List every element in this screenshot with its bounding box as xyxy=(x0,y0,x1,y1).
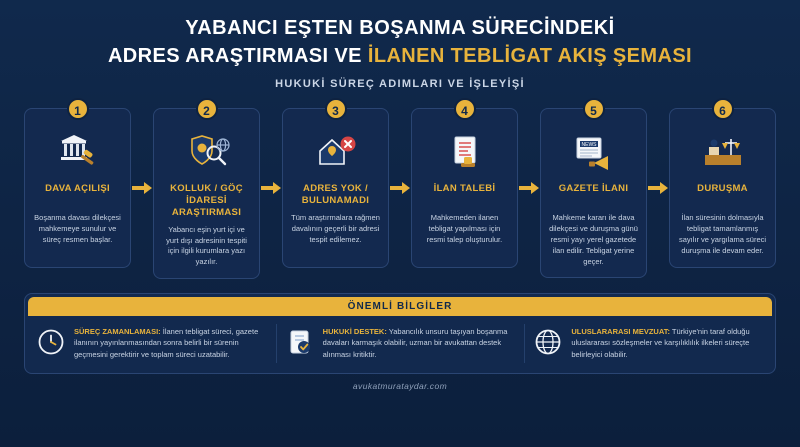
important-info-panel xyxy=(24,293,776,374)
info-item-text xyxy=(74,326,266,360)
step-title: ADRES YOK / BULUNAMADI xyxy=(301,183,370,206)
info-panel-header: ÖNEMLİ BİLGİLER xyxy=(28,297,772,316)
info-item-label: ULUSLARARASI MEVZUAT: xyxy=(571,327,670,337)
flow-arrow-4 xyxy=(518,108,540,268)
document-stamp-icon xyxy=(418,131,511,175)
step-description: Mahkeme kararı ile dava dilekçesi ve duruşma günü resmi yayı yerel gazetede ilan edilir. Tebligat yerine geçer. xyxy=(549,213,638,266)
step-description: Yabancı eşin yurt içi ve yurt dışı adresinin tespiti için ilgili kurumlara yazı yazılır. xyxy=(166,224,247,267)
info-panel-items xyxy=(25,316,775,363)
step-title: KOLLUK / GÖÇ İDARESİ ARAŞTIRMASI xyxy=(170,183,243,218)
police-search-icon xyxy=(160,131,253,175)
flow-arrow-3 xyxy=(389,108,411,268)
flow-arrow-2 xyxy=(260,108,282,268)
courthouse-icon xyxy=(31,131,124,175)
document-check-icon xyxy=(286,326,316,361)
title-gold-part: İLANEN TEBLİGAT AKIŞ ŞEMASI xyxy=(367,45,693,67)
step-title: DURUŞMA xyxy=(697,183,748,194)
globe-icon xyxy=(534,326,564,361)
page-title-line-1: YABANCI EŞTEN BOŞANMA SÜRECİNDEKİ xyxy=(185,17,615,39)
step-title: GAZETE İLANI xyxy=(558,183,629,194)
flow-step-kolluk-goc-idaresi[interactable] xyxy=(153,104,260,279)
step-title: İLAN TALEBİ xyxy=(433,183,496,194)
flow-arrow-1 xyxy=(131,108,153,268)
footer-credit[interactable]: avukatmurataydar.com xyxy=(352,381,448,392)
newspaper-megaphone-icon xyxy=(547,131,640,175)
flow-arrow-5 xyxy=(647,108,669,268)
step-title: DAVA AÇILIŞI xyxy=(45,183,110,194)
svg-text:NEWS: NEWS xyxy=(581,142,596,148)
step-number-badge: 1 xyxy=(67,98,89,120)
step-number-badge: 6 xyxy=(712,98,734,120)
header xyxy=(0,0,800,94)
info-item-international-law xyxy=(524,324,765,363)
info-item-label: SÜREÇ ZAMANLAMASI: xyxy=(74,327,161,337)
info-item-body: Türkiye'nin taraf olduğu uluslararası sözleşmeler ve karşılıklılık ilkeleri süreçte belirleyici olabilir. xyxy=(571,327,750,359)
process-flow xyxy=(0,104,800,279)
flow-step-gazete-ilani[interactable] xyxy=(540,104,647,278)
info-item-body: Yabancılık unsuru taşıyan boşanma davaları karmaşık olabilir, uzman bir avukattan destek alınması kritiktir. xyxy=(322,327,508,359)
clock-icon xyxy=(37,326,67,361)
info-item-timing xyxy=(35,324,268,363)
step-number-badge: 2 xyxy=(196,98,218,120)
info-item-text xyxy=(323,326,515,360)
step-description: Boşanma davası dilekçesi mahkemeye sunulur ve süreç resmen başlar. xyxy=(34,213,121,244)
flow-step-dava-acilisi[interactable] xyxy=(24,104,131,268)
address-not-found-icon xyxy=(289,131,382,175)
step-number-badge: 4 xyxy=(454,98,476,120)
step-description: Tüm araştırmalara rağmen davalının geçerli bir adresi tespit edilemez. xyxy=(291,213,380,244)
courtroom-scales-icon xyxy=(676,131,769,175)
step-number-badge: 3 xyxy=(325,98,347,120)
info-item-label: HUKUKİ DESTEK: xyxy=(322,327,387,337)
info-item-body: İlanen tebligat süreci, gazete ilanının yayınlanmasından sonra belirli bir sürenin geçmesini gerektirir ve toplam süreci uzatabilir. xyxy=(74,327,259,359)
info-item-text xyxy=(571,326,763,360)
flow-step-adres-yok[interactable] xyxy=(282,104,389,268)
flow-step-ilan-talebi[interactable] xyxy=(411,104,518,268)
title-white-part: ADRES ARAŞTIRMASI VE xyxy=(107,45,368,67)
step-number-badge: 5 xyxy=(583,98,605,120)
step-description: Mahkemeden ilanen tebligat yapılması için resmi talep oluşturulur. xyxy=(426,213,503,244)
page-subtitle: HUKUKİ SÜREÇ ADIMLARI VE İŞLEYİŞİ xyxy=(275,78,525,90)
page-title-line-2 xyxy=(20,43,780,69)
info-item-legal-support xyxy=(276,324,517,363)
flow-step-durusma[interactable] xyxy=(669,104,776,268)
step-description: İlan süresinin dolmasıyla tebligat tamamlanmış sayılır ve yargılama süreci duruşma ile devam eder. xyxy=(678,213,767,255)
